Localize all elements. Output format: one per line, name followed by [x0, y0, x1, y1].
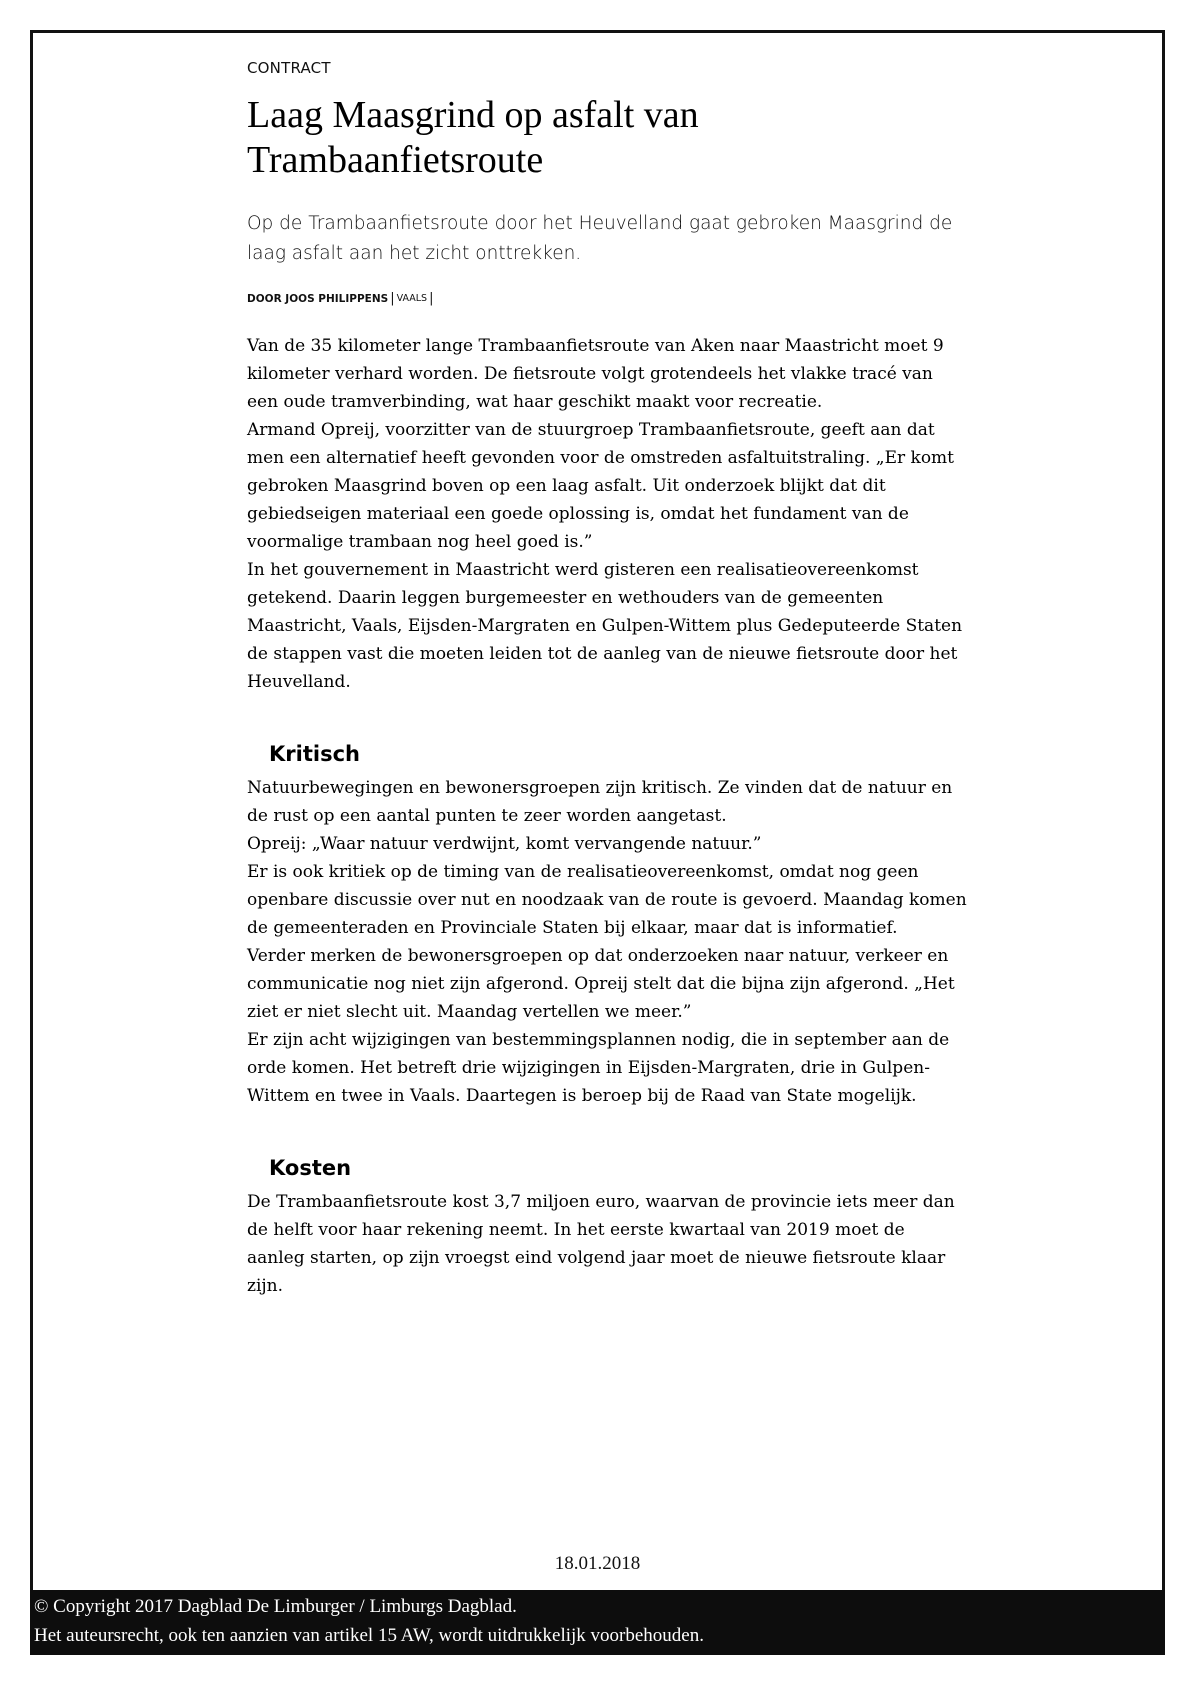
body-paragraph: Natuurbewegingen en bewonersgroepen zijn kritisch. Ze vinden dat de natuur en de rust op een aantal punten te zeer worden aangetast. [247, 778, 953, 826]
body-paragraph: De Trambaanfietsroute kost 3,7 miljoen euro, waarvan de provincie iets meer dan de helft voor haar rekening neemt. In het eerste kwartaal van 2019 moet de aanleg starten, op zijn vroegst eind volgend jaar moet de nieuwe fietsroute klaar zijn. [247, 1192, 955, 1296]
article-lead: Op de Trambaanfietsroute door het Heuvelland gaat gebroken Maasgrind de laag asfalt aan het zicht onttrekken. [247, 213, 953, 264]
section-heading-kosten: Kosten [269, 1156, 352, 1180]
body-paragraph: Er is ook kritiek op de timing van de realisatieovereenkomst, omdat nog geen openbare discussie over nut en noodzaak van de route is gevoerd. Maandag komen de gemeenteraden en Provinciale Staten bij elkaar, maar dat is informatief. [247, 862, 967, 938]
body-paragraph: In het gouvernement in Maastricht werd gisteren een realisatieovereenkomst getekend. Daarin leggen burgemeester en wethouders van de gemeenten Maastricht, Vaals, Eijsden-Margraten en Gulpen-Wittem plus Gedeputeerde Staten de stappen vast die moeten leiden tot de aanleg van de nieuwe fietsroute door het Heuvelland. [247, 560, 963, 692]
article-kicker: CONTRACT [247, 59, 331, 77]
body-paragraph: Opreij: „Waar natuur verdwijnt, komt vervangende natuur.” [247, 834, 762, 854]
copyright-notice: Het auteursrecht, ook ten aanzien van artikel 15 AW, wordt uitdrukkelijk voorbehouden. [34, 1625, 704, 1646]
article-content [247, 59, 967, 1300]
byline [247, 291, 967, 306]
byline-end-separator: | [429, 291, 434, 306]
copyright-line: © Copyright 2017 Dagblad De Limburger / Limburgs Dagblad. [34, 1596, 517, 1617]
article-headline: Laag Maasgrind op asfalt van Trambaanfietsroute [247, 94, 699, 181]
copyright-footer [30, 1590, 1165, 1655]
body-paragraph: Verder merken de bewonersgroepen op dat onderzoeken naar natuur, verkeer en communicatie nog niet zijn afgerond. Opreij stelt dat die bijna zijn afgerond. „Het ziet er niet slecht uit. Maandag vertellen we meer.” [247, 946, 955, 1022]
body-paragraph: Armand Opreij, voorzitter van de stuurgroep Trambaanfietsroute, geeft aan dat men een alternatief heeft gevonden voor de omstreden asfaltuitstraling. „Er komt gebroken Maasgrind boven op een laag asfalt. Uit onderzoek blijkt dat dit gebiedseigen materiaal een goede oplossing is, omdat het fundament van de voormalige trambaan nog heel goed is.” [247, 420, 955, 552]
section-heading-kritisch: Kritisch [269, 742, 360, 766]
byline-place: VAALS [396, 293, 428, 304]
publication-date: 18.01.2018 [554, 1553, 641, 1574]
byline-separator: | [390, 291, 395, 306]
byline-author: DOOR JOOS PHILIPPENS [247, 292, 389, 305]
body-paragraph: Van de 35 kilometer lange Trambaanfietsroute van Aken naar Maastricht moet 9 kilometer verhard worden. De fietsroute volgt grotendeels het vlakke tracé van een oude tramverbinding, wat haar geschikt maakt voor recreatie. [247, 336, 944, 412]
body-paragraph: Er zijn acht wijzigingen van bestemmingsplannen nodig, die in september aan de orde komen. Het betreft drie wijzigingen in Eijsden-Margraten, drie in Gulpen-Wittem en twee in Vaals. Daartegen is beroep bij de Raad van State mogelijk. [247, 1030, 950, 1106]
article-page [30, 30, 1165, 1655]
